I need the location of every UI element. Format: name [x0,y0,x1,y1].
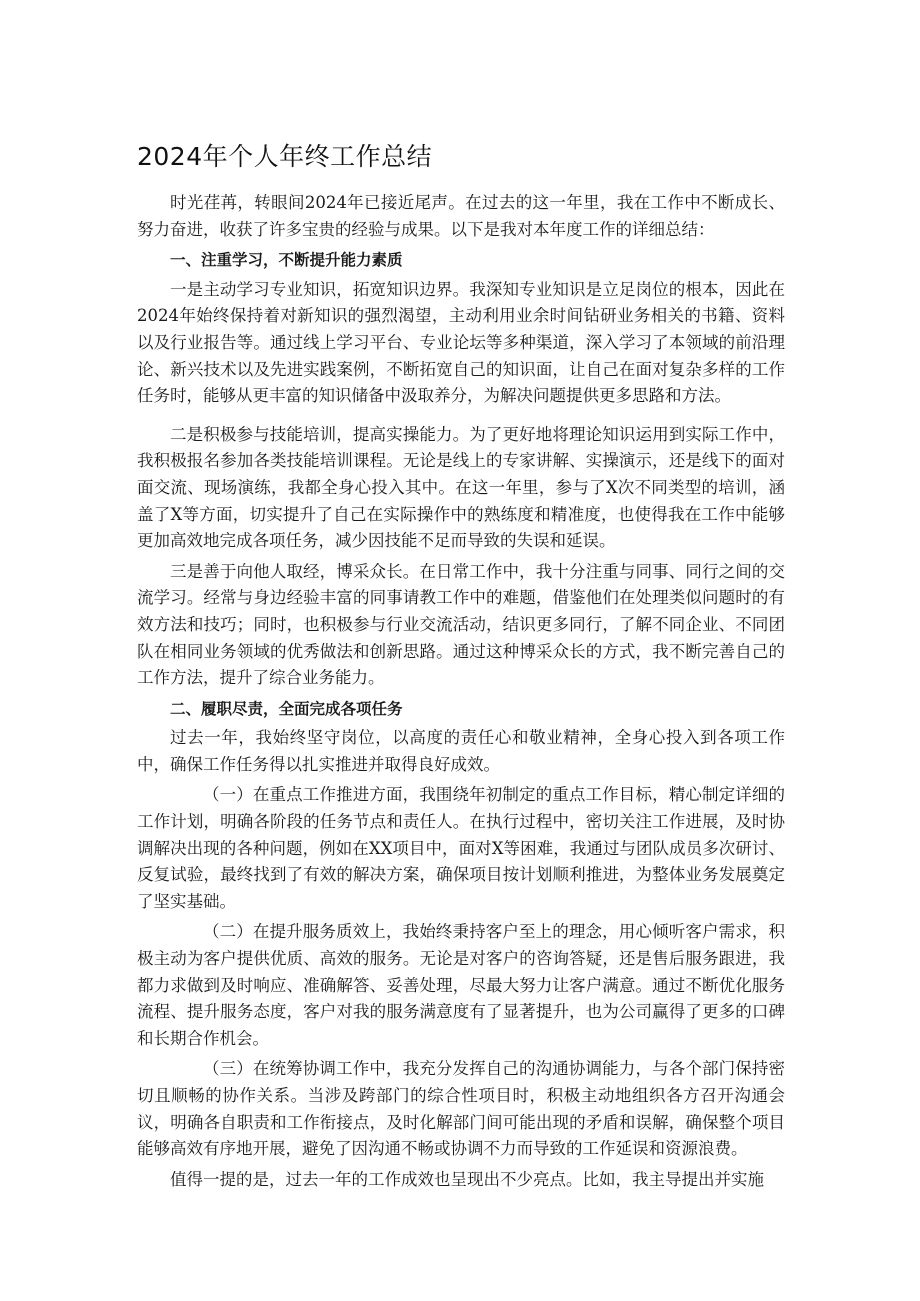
document-title: 2024年个人年终工作总结 [137,142,433,171]
document-body [137,140,785,1193]
section2-item-2: （二）在提升服务质效上，我始终秉持客户至上的理念，用心倾听客户需求，积极主动为客户提供优质、高效的服务。无论是对客户的咨询答疑，还是售后服务跟进，我都力求做到及时响应、准确解答、妥善处理，尽最大努力让客户满意。通过不断优化服务流程、提升服务态度，客户对我的服务满意度有了显著提升，也为公司赢得了更多的口碑和长期合作机会。 [137,922,785,1048]
section1-paragraph-2: 二是积极参与技能培训，提高实操能力。为了更好地将理论知识运用到实际工作中，我积极报名参加各类技能培训课程。无论是线上的专家讲解、实操演示，还是线下的面对面交流、现场演练，我都全身心投入其中。在这一年里，参与了X次不同类型的培训，涵盖了X等方面，切实提升了自己在实际操作中的熟练度和精准度，也使得我在工作中能够更加高效地完成各项任务，减少因技能不足而导致的失误和延误。 [137,424,785,551]
intro-paragraph: 时光荏苒，转眼间2024年已接近尾声。在过去的这一年里，我在工作中不断成长、努力奋进，收获了许多宝贵的经验与成果。以下是我对本年度工作的详细总结： [137,193,785,239]
section2-item-3: （三）在统筹协调工作中，我充分发挥自己的沟通协调能力，与各个部门保持密切且顺畅的协作关系。当涉及跨部门的综合性项目时，积极主动地组织各方召开沟通会议，明确各自职责和工作衔接点，及时化解部门间可能出现的矛盾和误解，确保整个项目能够高效有序地开展，避免了因沟通不畅或协调不力而导致的工作延误和资源浪费。 [137,1059,785,1159]
section2-intro: 过去一年，我始终坚守岗位，以高度的责任心和敬业精神，全身心投入到各项工作中，确保工作任务得以扎实推进并取得良好成效。 [137,728,785,774]
section-heading-1: 一、注重学习，不断提升能力素质 [170,251,403,270]
section1-paragraph-1: 一是主动学习专业知识，拓宽知识边界。我深知专业知识是立足岗位的根本，因此在2024年始终保持着对新知识的强烈渴望，主动利用业余时间钻研业务相关的书籍、资料以及行业报告等。通过线上学习平台、专业论坛等多种渠道，深入学习了本领域的前沿理论、新兴技术以及先进实践案例，不断拓宽自己的知识面，让自己在面对复杂多样的工作任务时，能够从更丰富的知识储备中汲取养分，为解决问题提供更多思路和方法。 [137,279,785,406]
section2-closing: 值得一提的是，过去一年的工作成效也呈现出不少亮点。比如，我主导提出并实施 [170,1169,764,1189]
section-heading-2: 二、履职尽责，全面完成各项任务 [170,699,403,718]
section1-paragraph-3: 三是善于向他人取经，博采众长。在日常工作中，我十分注重与同事、同行之间的交流学习。经常与身边经验丰富的同事请教工作中的难题，借鉴他们在处理类似问题时的有效方法和技巧；同时，也积极参与行业交流活动，结识更多同行，了解不同企业、不同团队在相同业务领域的优秀做法和创新思路。通过这种博采众长的方式，我不断完善自己的工作方法，提升了综合业务能力。 [137,561,785,688]
section2-item-1: （一）在重点工作推进方面，我围绕年初制定的重点工作目标，精心制定详细的工作计划，明确各阶段的任务节点和责任人。在执行过程中，密切关注工作进展，及时协调解决出现的各种问题，例如在XX项目中，面对X等困难，我通过与团队成员多次研讨、反复试验，最终找到了有效的解决方案，确保项目按计划顺利推进，为整体业务发展奠定了坚实基础。 [137,785,785,911]
